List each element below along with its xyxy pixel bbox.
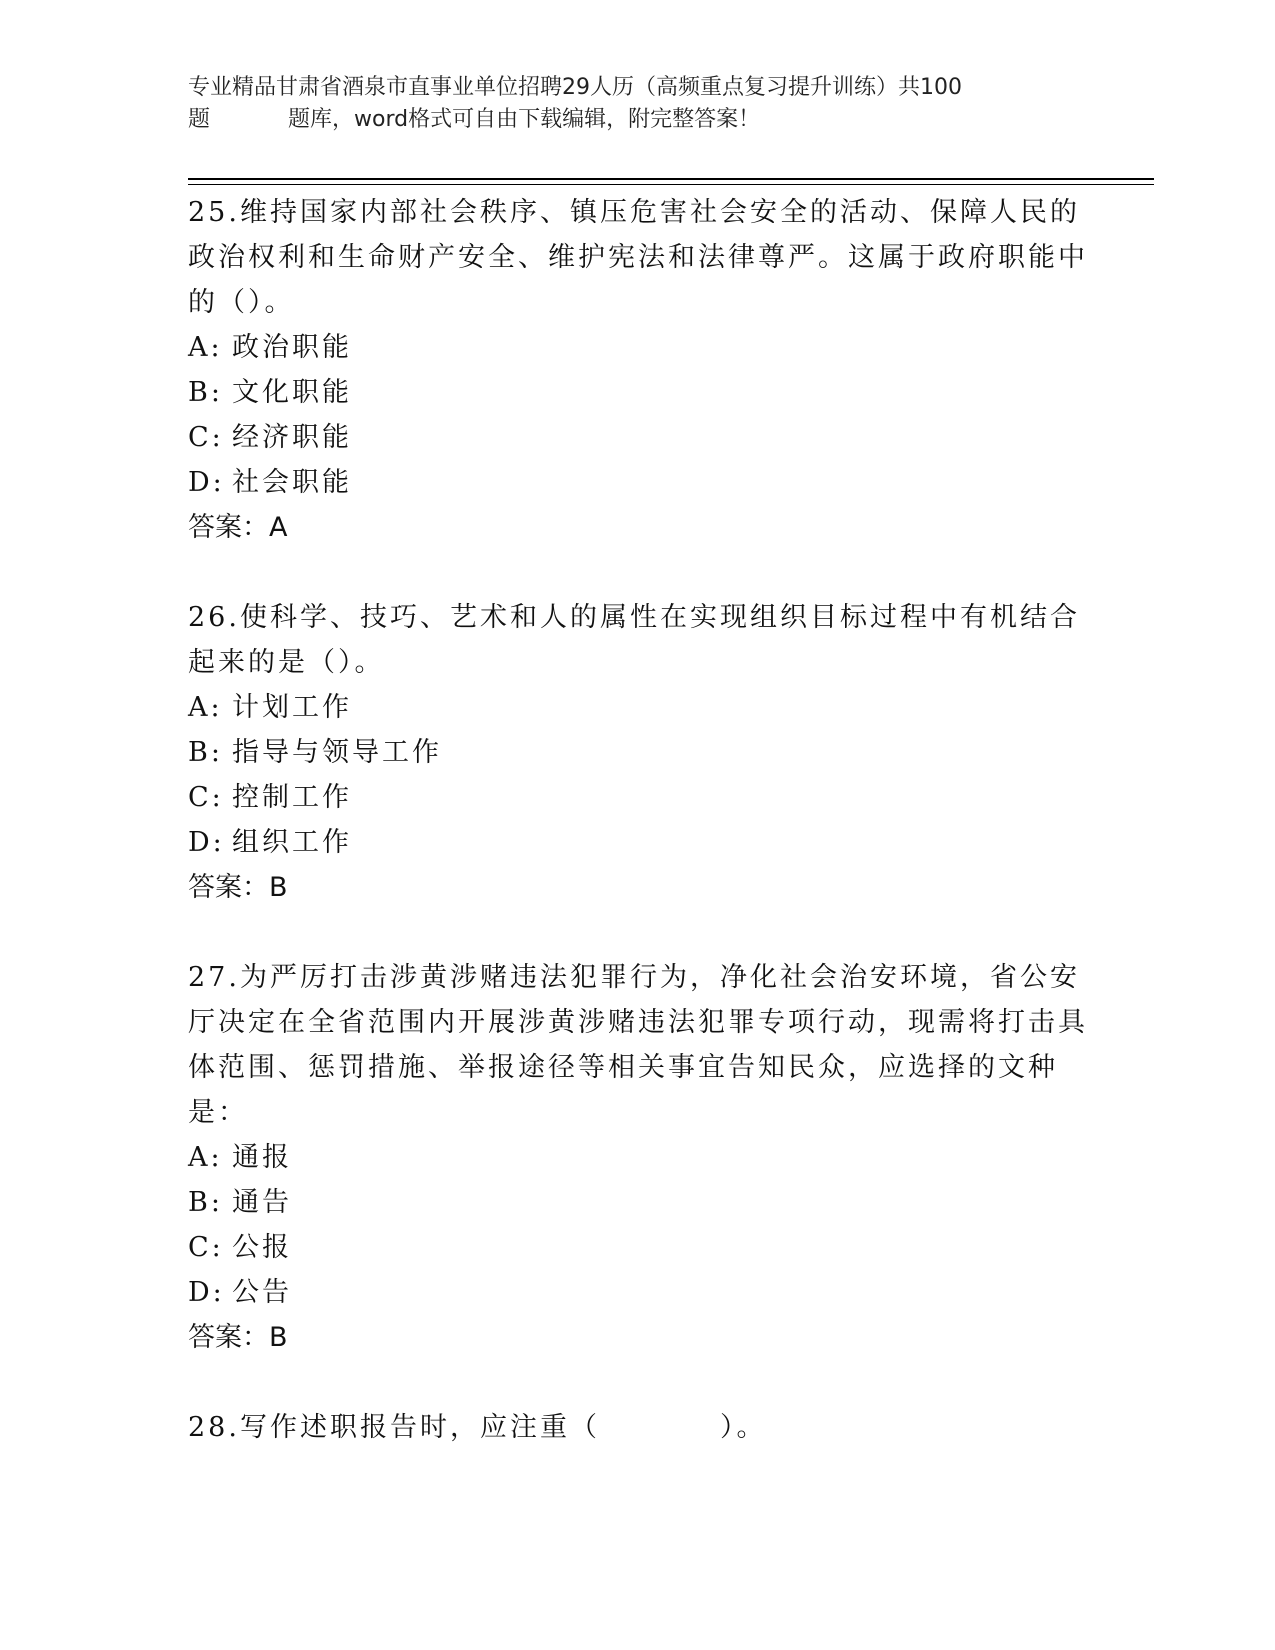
option-c [188, 415, 1088, 460]
option-b [188, 370, 1088, 415]
question-text-before-blank: 28.写作述职报告时，应注重（ [188, 1412, 600, 1443]
page-header [188, 72, 1068, 136]
option-a [188, 685, 1088, 730]
option-text: 组织工作 [232, 827, 352, 858]
option-text: 控制工作 [232, 782, 352, 813]
option-letter: C: [188, 1232, 224, 1263]
option-a [188, 325, 1088, 370]
option-d [188, 460, 1088, 505]
question-25 [188, 190, 1088, 550]
question-26 [188, 595, 1088, 910]
option-c [188, 775, 1088, 820]
option-text: 通报 [232, 1142, 292, 1173]
header-title-line2-left: 题 [188, 107, 211, 132]
question-27 [188, 955, 1088, 1360]
answer-text: 答案：A [188, 512, 288, 543]
option-letter: A: [188, 692, 223, 723]
option-letter: D: [188, 467, 225, 498]
answer-text: 答案：B [188, 1322, 288, 1353]
question-spacer [188, 1360, 1088, 1405]
option-text: 计划工作 [232, 692, 352, 723]
option-text: 公报 [232, 1232, 292, 1263]
option-text: 指导与领导工作 [232, 737, 442, 768]
question-spacer [188, 550, 1088, 595]
question-spacer [188, 910, 1088, 955]
option-b [188, 730, 1088, 775]
option-a [188, 1135, 1088, 1180]
question-text-after-blank: ）。 [719, 1412, 767, 1443]
option-c [188, 1225, 1088, 1270]
option-text: 社会职能 [232, 467, 352, 498]
option-letter: D: [188, 827, 225, 858]
question-text [188, 1405, 1088, 1450]
option-text: 政治职能 [232, 332, 352, 363]
option-d [188, 820, 1088, 865]
header-title-line2-right: 题库，word格式可自由下载编辑，附完整答案！ [288, 107, 761, 132]
option-letter: B: [188, 377, 223, 408]
option-letter: C: [188, 422, 224, 453]
question-list [188, 190, 1088, 1450]
option-letter: D: [188, 1277, 225, 1308]
question-text: 27.为严厉打击涉黄涉赌违法犯罪行为，净化社会治安环境，省公安厅决定在全省范围内开展涉黄涉赌违法犯罪专项行动，现需将打击具体范围、惩罚措施、举报途径等相关事宜告知民众，应选择的文种是： [188, 962, 1088, 1128]
option-letter: A: [188, 1142, 223, 1173]
option-d [188, 1270, 1088, 1315]
option-text: 公告 [232, 1277, 292, 1308]
header-title-line2 [188, 104, 1068, 136]
answer-text: 答案：B [188, 872, 288, 903]
question-28 [188, 1405, 1088, 1450]
option-text: 通告 [232, 1187, 292, 1218]
option-letter: B: [188, 1187, 223, 1218]
option-text: 文化职能 [232, 377, 352, 408]
question-text: 26.使科学、技巧、艺术和人的属性在实现组织目标过程中有机结合起来的是（）。 [188, 602, 1080, 678]
question-text: 25.维持国家内部社会秩序、镇压危害社会安全的活动、保障人民的政治权利和生命财产安全、维护宪法和法律尊严。这属于政府职能中的（）。 [188, 197, 1088, 318]
header-divider [188, 178, 1154, 185]
option-text: 经济职能 [232, 422, 352, 453]
option-letter: C: [188, 782, 224, 813]
header-title-line1: 专业精品甘肃省酒泉市直事业单位招聘29人历（高频重点复习提升训练）共100 [188, 75, 962, 100]
option-b [188, 1180, 1088, 1225]
option-letter: B: [188, 737, 223, 768]
option-letter: A: [188, 332, 223, 363]
